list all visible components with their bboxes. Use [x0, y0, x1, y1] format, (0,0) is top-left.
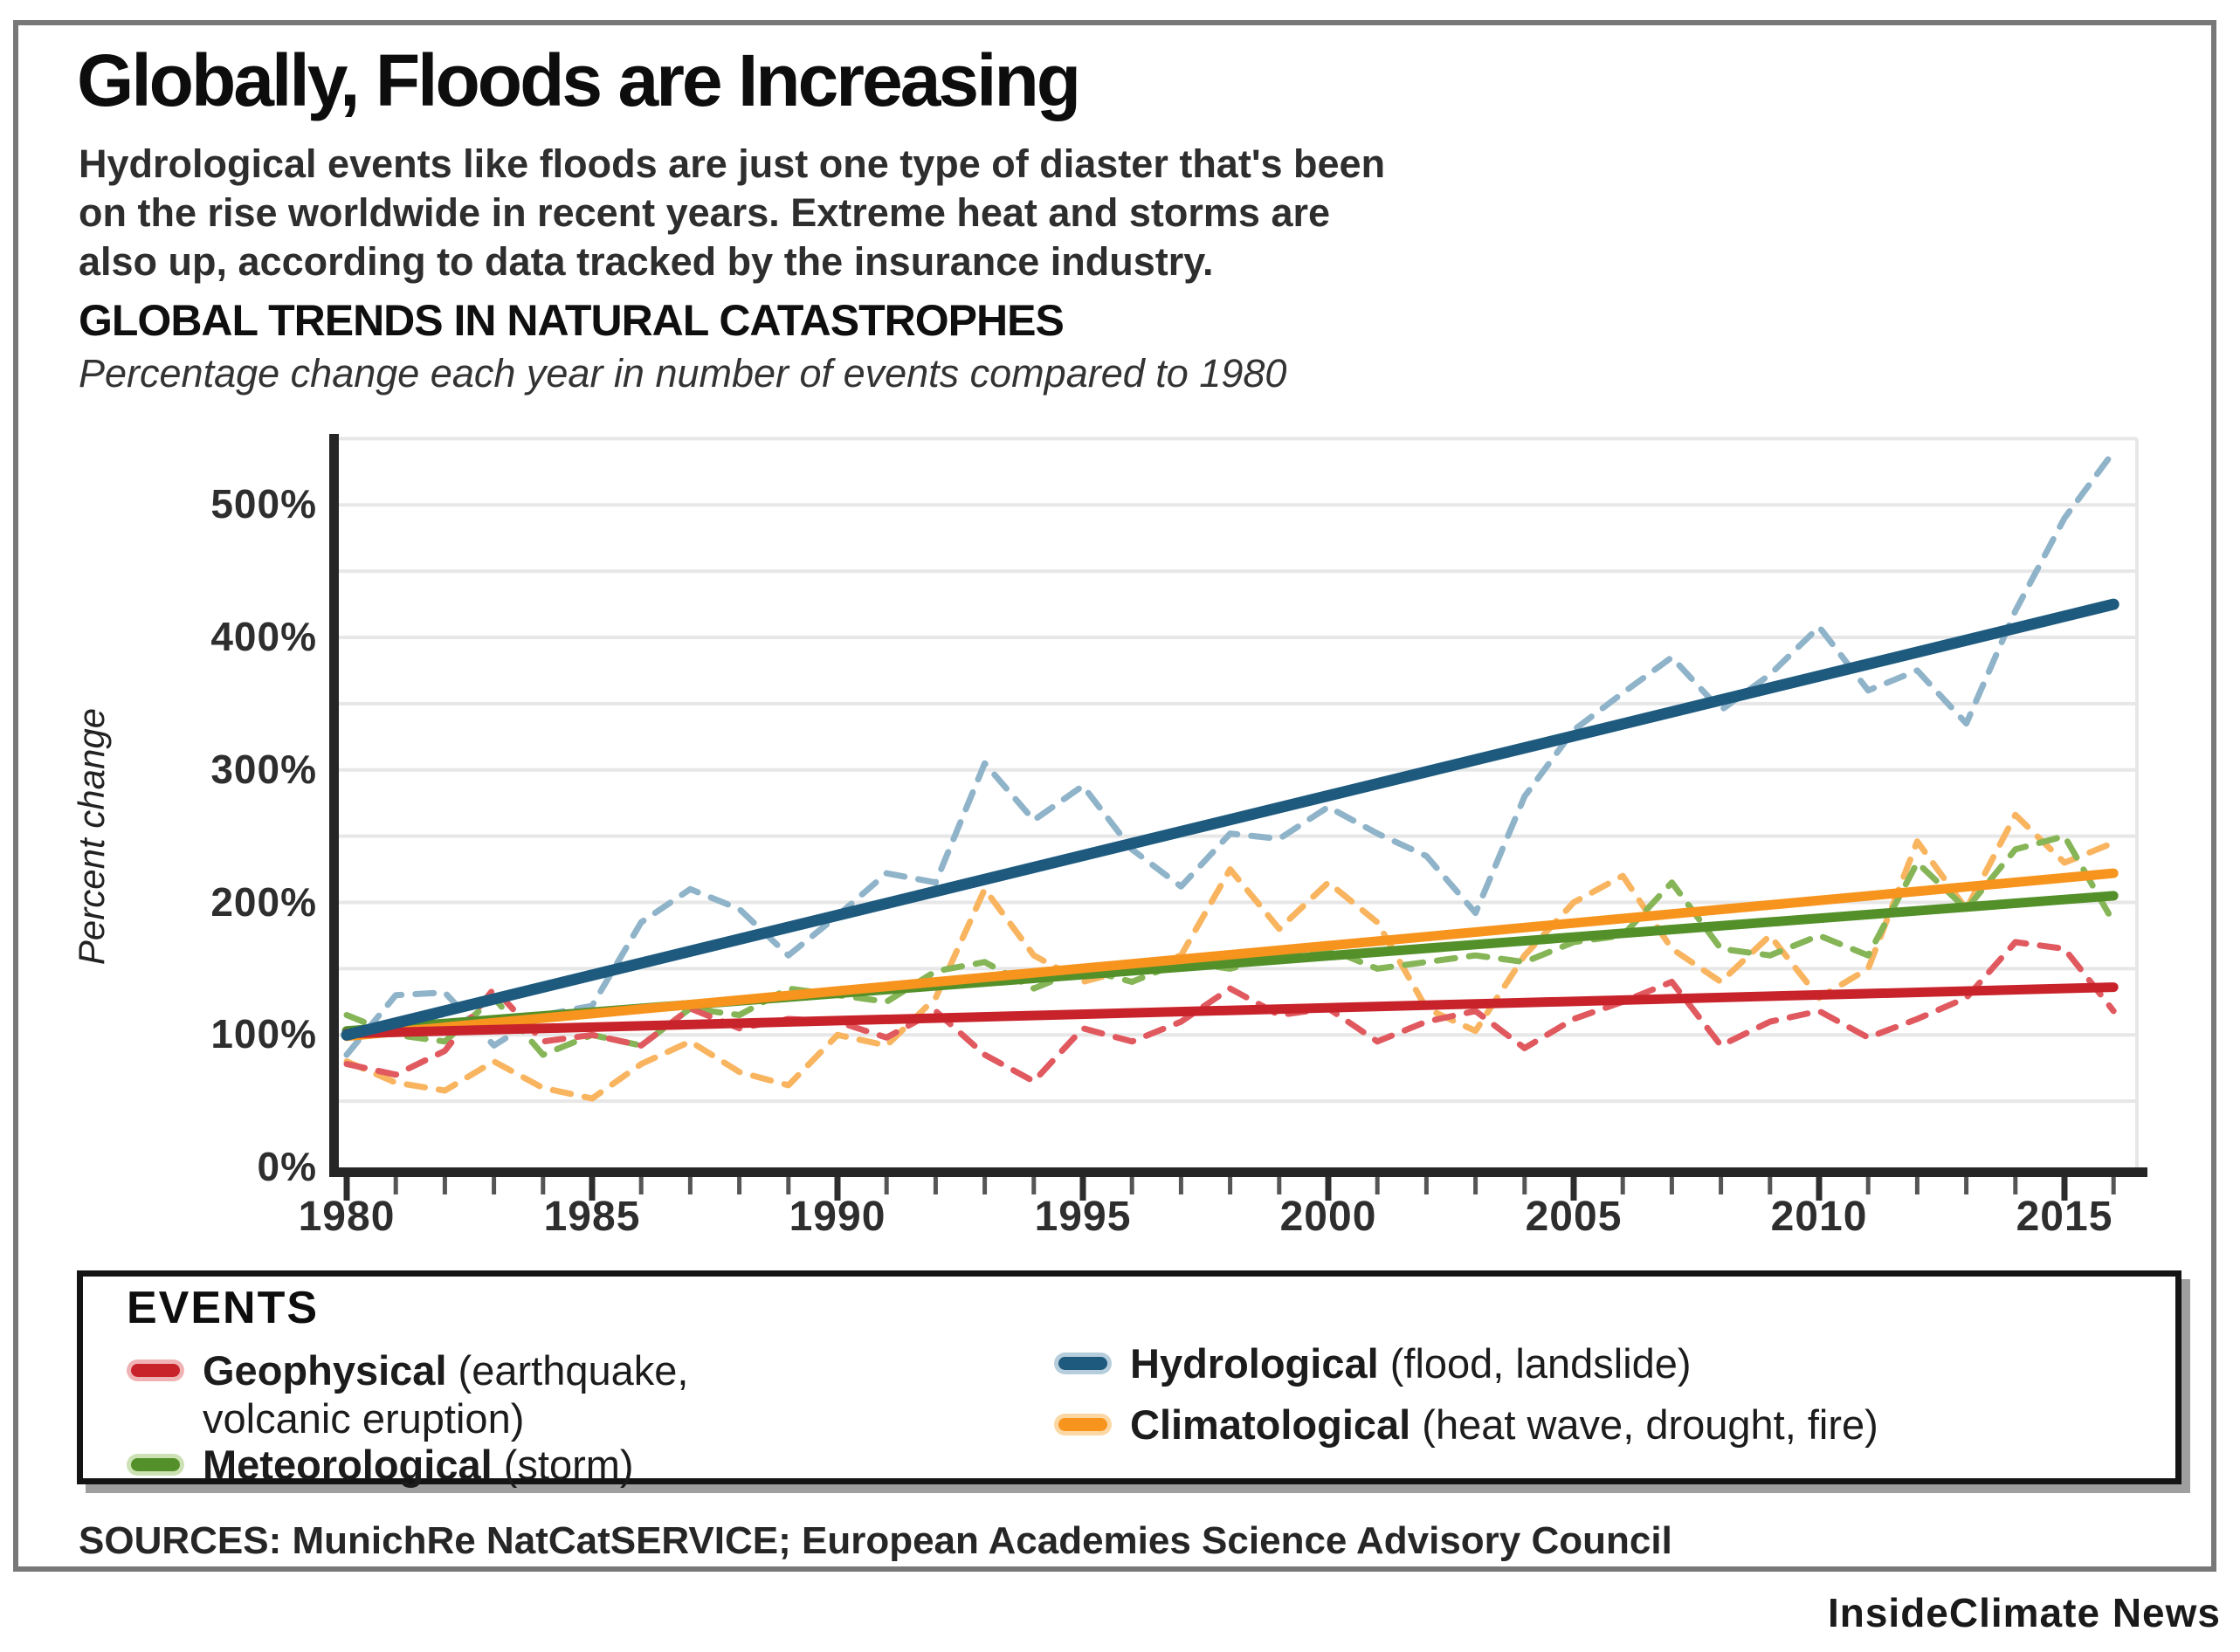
intro-line-1: Hydrological events like floods are just one type of diaster that's been	[79, 141, 1386, 186]
y-tick-label-400: 400%	[210, 614, 317, 659]
x-tick-label-1980: 1980	[298, 1194, 396, 1240]
y-axis-title: Percent change	[71, 707, 112, 966]
legend-item-meteorological: Meteorological (storm)	[203, 1442, 634, 1488]
intro-line-3: also up, according to data tracked by the insurance industry.	[79, 239, 1214, 284]
y-tick-label-300: 300%	[210, 746, 317, 792]
sources-line: SOURCES: MunichRe NatCatSERVICE; European Academies Science Advisory Council	[79, 1519, 1672, 1562]
legend-item-hydrological: Hydrological (flood, landslide)	[1130, 1340, 1692, 1387]
legend-item-climatological: Climatological (heat wave, drought, fire)	[1130, 1401, 1878, 1448]
chart-subheading: Percentage change each year in number of events compared to 1980	[79, 351, 1287, 396]
legend-swatch-geophysical	[131, 1364, 180, 1377]
chart-heading: GLOBAL TRENDS IN NATURAL CATASTROPHES	[79, 296, 1064, 345]
credit-line: InsideClimate News	[1827, 1590, 2221, 1635]
intro-line-2: on the rise worldwide in recent years. Extreme heat and storms are	[79, 190, 1331, 235]
x-tick-label-1995: 1995	[1034, 1194, 1132, 1240]
x-tick-label-1985: 1985	[543, 1194, 641, 1240]
x-tick-label-2010: 2010	[1770, 1194, 1868, 1240]
y-tick-label-500: 500%	[210, 481, 317, 527]
legend-swatch-climatological	[1058, 1418, 1107, 1431]
y-tick-label-200: 200%	[210, 878, 317, 925]
x-tick-label-2000: 2000	[1279, 1194, 1377, 1240]
x-tick-label-2005: 2005	[1525, 1194, 1623, 1240]
page-title: Globally, Floods are Increasing	[77, 39, 1079, 121]
x-tick-label-1990: 1990	[789, 1194, 886, 1240]
legend-swatch-meteorological	[131, 1458, 180, 1471]
legend-item-geophysical: Geophysical (earthquake, volcanic eruption)	[203, 1347, 689, 1442]
x-tick-label-2015: 2015	[2016, 1194, 2113, 1240]
y-tick-label-0: 0%	[257, 1144, 317, 1189]
y-tick-label-100: 100%	[210, 1011, 317, 1057]
legend-title: EVENTS	[127, 1283, 320, 1333]
legend-swatch-hydrological	[1058, 1357, 1107, 1370]
